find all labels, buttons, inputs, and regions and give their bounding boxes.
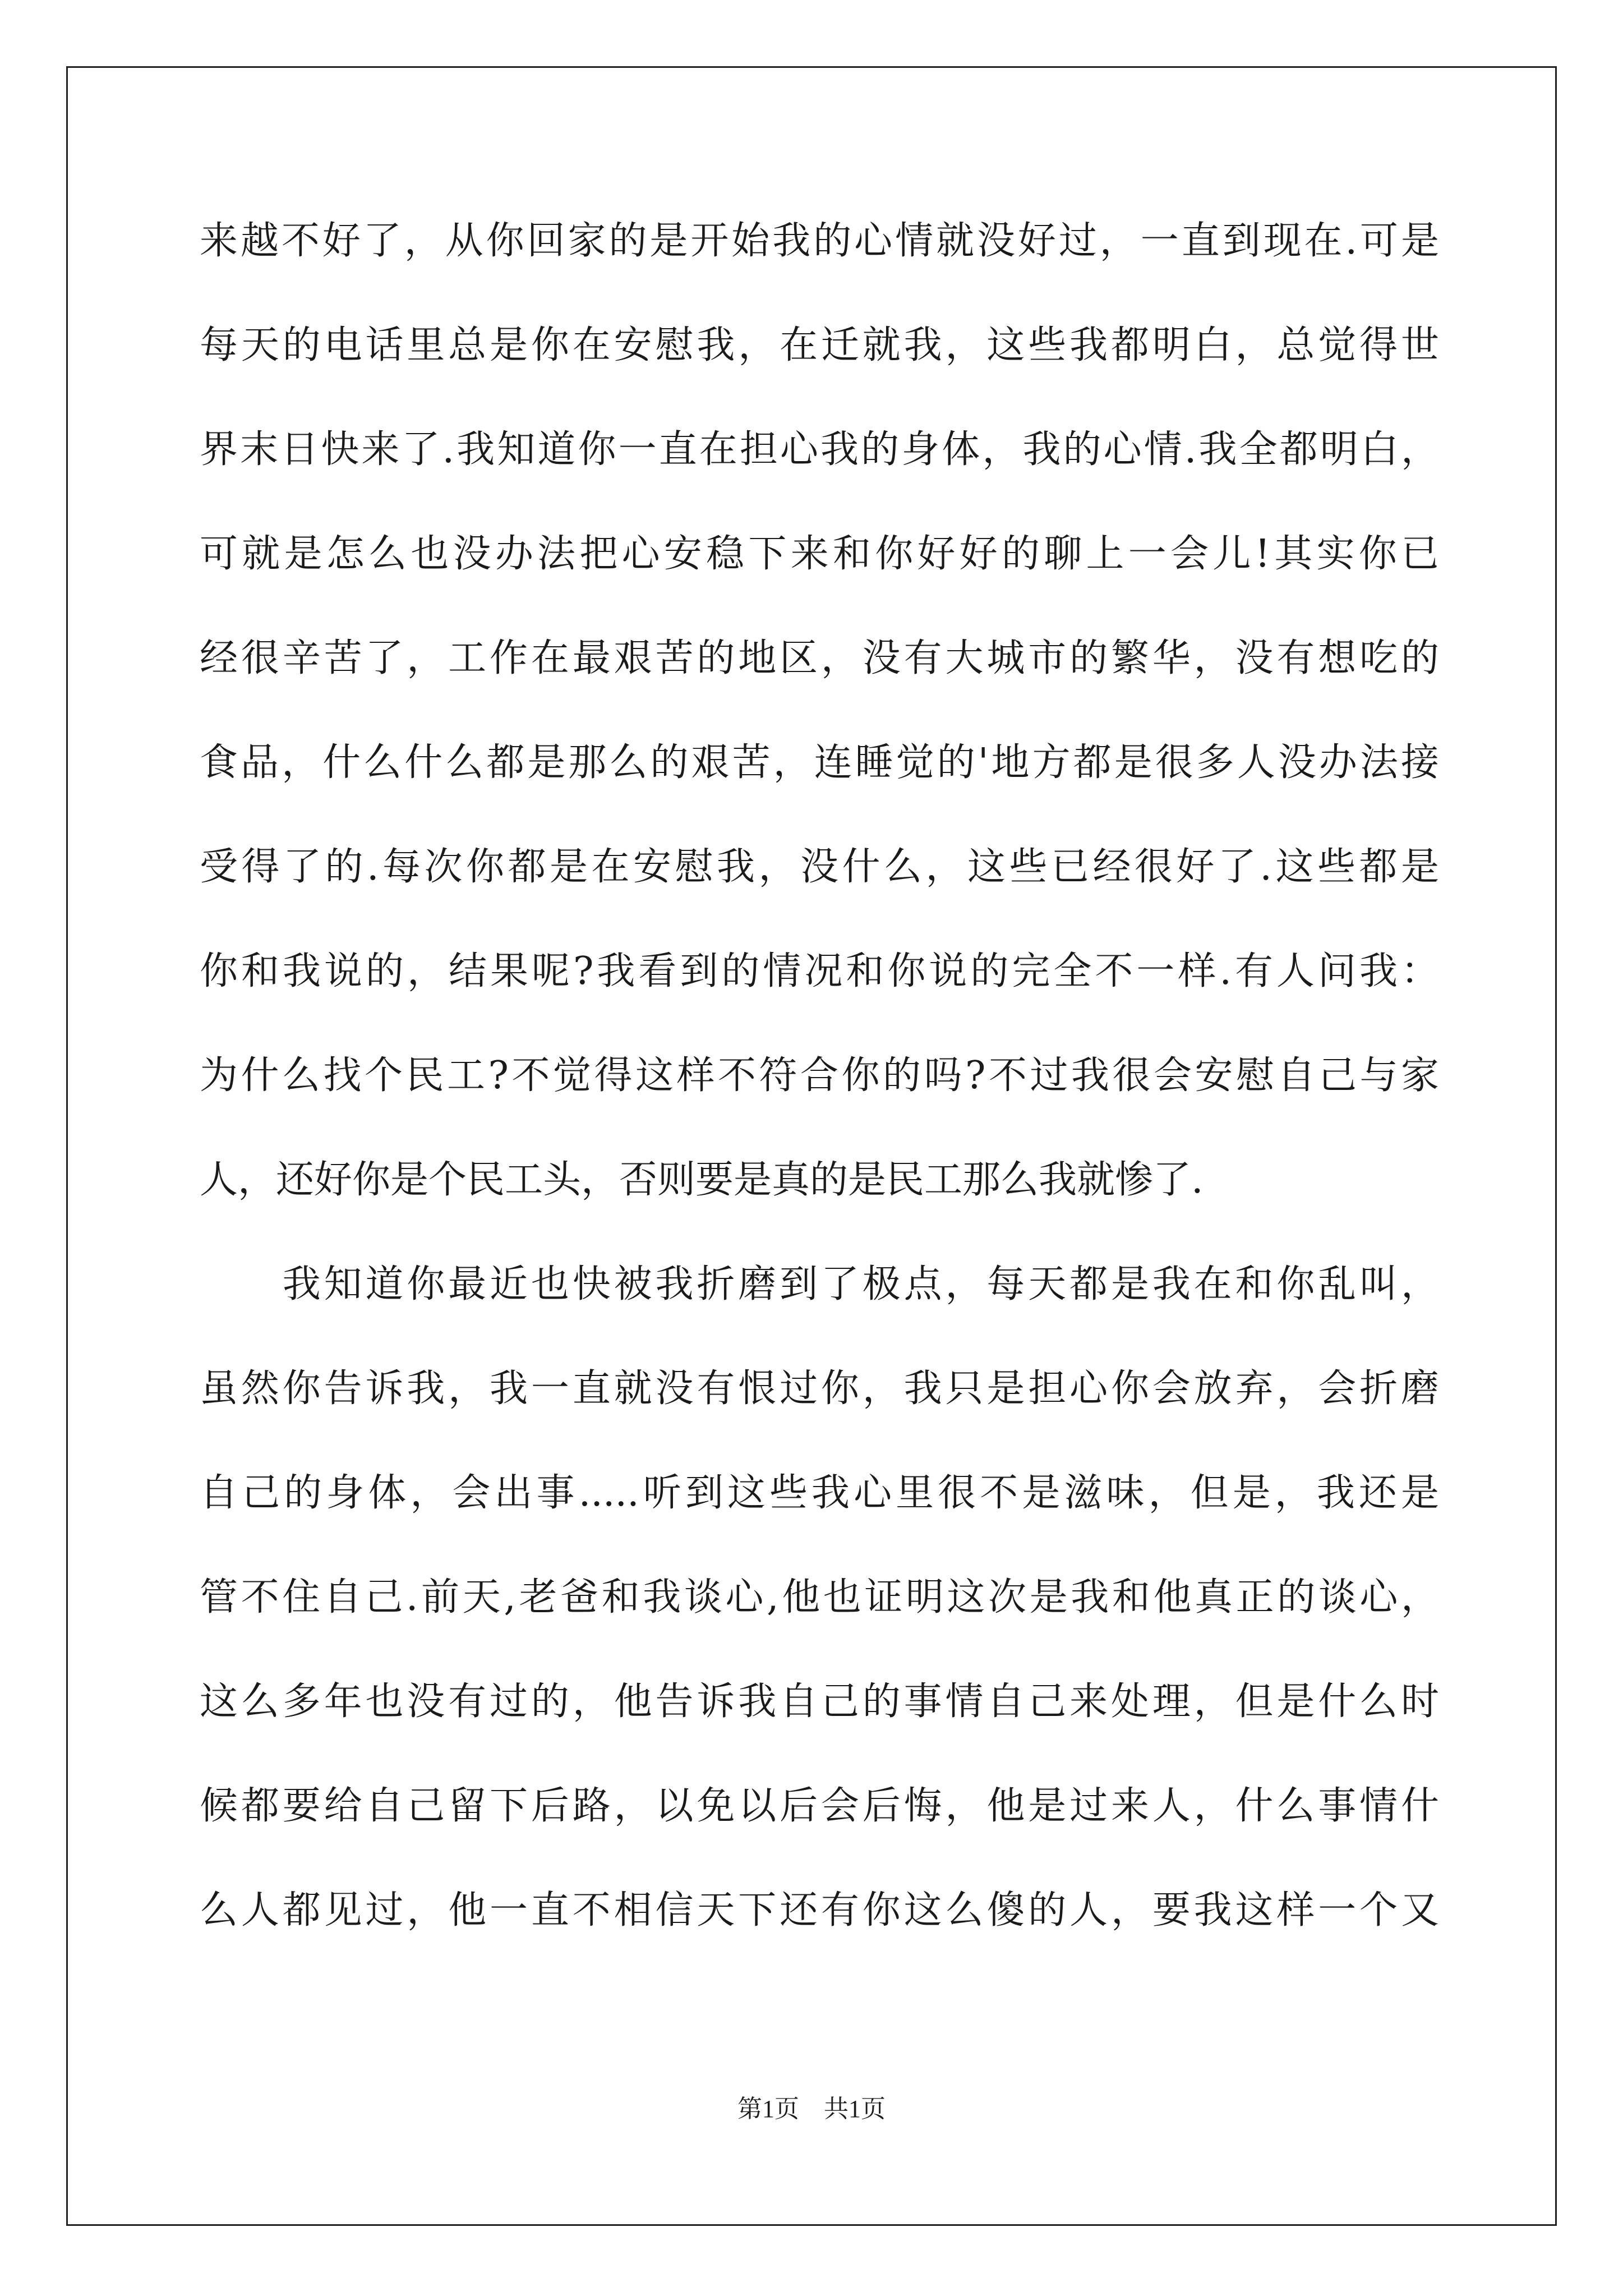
text-line-11: 我知道你最近也快被我折磨到了极点，每天都是我在和你乱叫， — [200, 1262, 1439, 1306]
text-line-17: 么人都见过，他一直不相信天下还有你这么傻的人，要我这样一个又 — [200, 1888, 1439, 1932]
text-line-12: 虽然你告诉我，我一直就没有恨过你，我只是担心你会放弃，会折磨 — [200, 1366, 1439, 1411]
text-line-14: 管不住自己.前天,老爸和我谈心,他也证明这次是我和他真正的谈心， — [200, 1575, 1439, 1619]
text-line-1: 来越不好了，从你回家的是开始我的心情就没好过，一直到现在.可是 — [200, 219, 1439, 263]
text-line-7: 受得了的.每次你都是在安慰我，没什么，这些已经很好了.这些都是 — [200, 845, 1439, 889]
text-line-5: 经很辛苦了，工作在最艰苦的地区，没有大城市的繁华，没有想吃的 — [200, 636, 1439, 680]
page-footer — [0, 2095, 1623, 2124]
page-number: 第1页 共1页 — [737, 2095, 886, 2123]
text-line-6: 食品，什么什么都是那么的艰苦，连睡觉的'地方都是很多人没办法接 — [200, 740, 1439, 785]
text-line-8: 你和我说的，结果呢?我看到的情况和你说的完全不一样.有人问我： — [200, 949, 1439, 993]
text-line-16: 候都要给自己留下后路，以免以后会后悔，他是过来人，什么事情什 — [200, 1784, 1439, 1828]
text-line-13: 自己的身体，会出事.....听到这些我心里很不是滋味，但是，我还是 — [200, 1471, 1439, 1515]
text-line-9: 为什么找个民工?不觉得这样不符合你的吗?不过我很会安慰自己与家 — [200, 1053, 1439, 1098]
text-line-15: 这么多年也没有过的，他告诉我自己的事情自己来处理，但是什么时 — [200, 1680, 1439, 1724]
document-body — [200, 218, 1439, 1991]
text-line-3: 界末日快来了.我知道你一直在担心我的身体，我的心情.我全都明白， — [200, 427, 1439, 472]
text-line-4: 可就是怎么也没办法把心安稳下来和你好好的聊上一会儿!其实你已 — [200, 532, 1439, 576]
text-line-10: 人，还好你是个民工头，否则要是真的是民工那么我就惨了. — [200, 1158, 1204, 1202]
text-line-2: 每天的电话里总是你在安慰我，在迁就我，这些我都明白，总觉得世 — [200, 323, 1439, 367]
